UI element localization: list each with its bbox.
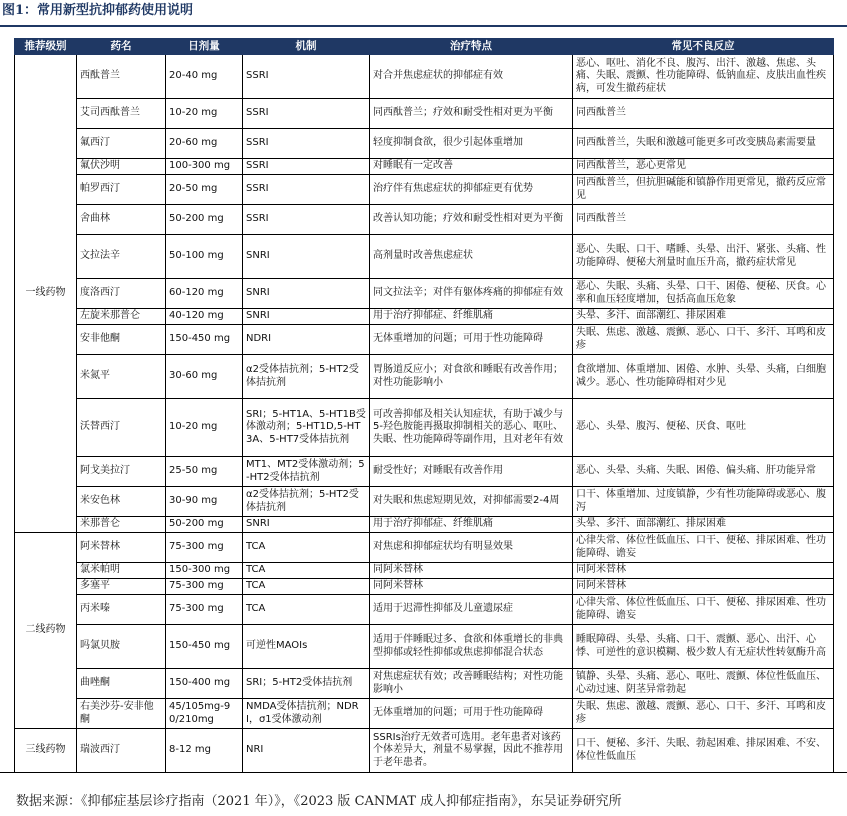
- treatment-feature: 用于治疗抑郁症、纤维肌痛: [370, 309, 573, 325]
- table-row: [15, 159, 834, 175]
- drug-name: 氯米帕明: [77, 563, 166, 579]
- treatment-feature: 适用于伴睡眠过多、食欲和体重增长的非典型抑郁或轻性抑郁或焦虑抑郁混合状态: [370, 625, 573, 669]
- drug-name: 阿戈美拉汀: [77, 457, 166, 487]
- adverse-reactions: 同西酞普兰，但抗胆碱能和镇静作用更常见，撤药反应常见: [573, 175, 834, 205]
- mechanism: SSRI: [243, 175, 370, 205]
- daily-dose: 45/105mg-90/210mg: [166, 699, 243, 729]
- header-adverse: 常见不良反应: [573, 39, 834, 55]
- table-row: [15, 99, 834, 129]
- antidepressant-table: [14, 38, 834, 773]
- drug-name: 米安色林: [77, 487, 166, 517]
- mechanism: TCA: [243, 533, 370, 563]
- table-row: [15, 279, 834, 309]
- table-row: [15, 625, 834, 669]
- drug-name: 氟伏沙明: [77, 159, 166, 175]
- drug-name: 氟西汀: [77, 129, 166, 159]
- mechanism: SSRI: [243, 159, 370, 175]
- adverse-reactions: 头晕、多汗、面部潮红、排尿困难: [573, 309, 834, 325]
- mechanism: SSRI: [243, 129, 370, 159]
- mechanism: SSRI: [243, 55, 370, 99]
- data-source-note: 数据来源：《抑郁症基层诊疗指南（2021 年）》，《2023 版 CANMAT 成人抑郁症指南》，东吴证券研究所: [16, 794, 622, 809]
- treatment-feature: 胃肠道反应小；对食欲和睡眠有改善作用；对性功能影响小: [370, 355, 573, 399]
- daily-dose: 150-400 mg: [166, 669, 243, 699]
- daily-dose: 75-300 mg: [166, 533, 243, 563]
- daily-dose: 20-40 mg: [166, 55, 243, 99]
- adverse-reactions: 食欲增加、体重增加、困倦、水肿、头晕、头痛，白细胞减少。恶心、性功能障碍相对少见: [573, 355, 834, 399]
- treatment-feature: 同阿米替林: [370, 579, 573, 595]
- tier-second-line: 二线药物: [15, 533, 77, 729]
- table-row: [15, 563, 834, 579]
- adverse-reactions: 睡眠障碍、头晕、头痛、口干、震颤、恶心、出汗、心悸、可逆性的意识模糊、极少数人有无症状性转氨酶升高: [573, 625, 834, 669]
- adverse-reactions: 失眠、焦虑、激越、震颤、恶心、口干、多汗、耳鸣和皮疹: [573, 699, 834, 729]
- adverse-reactions: 口干、便秘、多汗、失眠、勃起困难、排尿困难、不安、体位性低血压: [573, 729, 834, 773]
- drug-name: 曲唑酮: [77, 669, 166, 699]
- treatment-feature: 无体重增加的问题；可用于性功能障碍: [370, 325, 573, 355]
- adverse-reactions: 恶心、呕吐、消化不良、腹泻、出汗、激越、焦虑、头痛、失眠、震颤、性功能障碍、低钠血症、皮肤出血性疾病，可发生撤药症状: [573, 55, 834, 99]
- table-row: [15, 579, 834, 595]
- treatment-feature: SSRIs治疗无效者可选用。老年患者对该药个体差异大，剂量不易掌握，因此不推荐用于老年患者。: [370, 729, 573, 773]
- daily-dose: 150-450 mg: [166, 625, 243, 669]
- treatment-feature: 对焦虑和抑郁症状均有明显效果: [370, 533, 573, 563]
- daily-dose: 10-20 mg: [166, 399, 243, 457]
- treatment-feature: 同西酞普兰；疗效和耐受性相对更为平衡: [370, 99, 573, 129]
- adverse-reactions: 恶心、失眠、口干、嗜睡、头晕、出汗、紧张、头痛、性功能障碍、便秘大剂量时血压升高，撤药症状常见: [573, 235, 834, 279]
- table-row: [15, 325, 834, 355]
- adverse-reactions: 恶心、头晕、腹泻、便秘、厌食、呕吐: [573, 399, 834, 457]
- drug-name: 度洛西汀: [77, 279, 166, 309]
- header-drug: 药名: [77, 39, 166, 55]
- adverse-reactions: 恶心、头晕、头痛、失眠、困倦、偏头痛、肝功能异常: [573, 457, 834, 487]
- drug-name: 舍曲林: [77, 205, 166, 235]
- daily-dose: 50-100 mg: [166, 235, 243, 279]
- treatment-feature: 对焦虑症状有效；改善睡眠结构；对性功能影响小: [370, 669, 573, 699]
- daily-dose: 100-300 mg: [166, 159, 243, 175]
- drug-name: 多塞平: [77, 579, 166, 595]
- mechanism: SRI；5-HT2受体拮抗剂: [243, 669, 370, 699]
- adverse-reactions: 心律失常、体位性低血压、口干、便秘、排尿困难、性功能障碍、谵妄: [573, 533, 834, 563]
- drug-name: 沃替西汀: [77, 399, 166, 457]
- table-row: [15, 517, 834, 533]
- treatment-feature: 可改善抑郁及相关认知症状，有助于减少与5-羟色胺能再摄取抑制相关的恶心、呕吐、失眠、性功能障碍等副作用，且对老年有效: [370, 399, 573, 457]
- table-row: [15, 669, 834, 699]
- drug-name: 帕罗西汀: [77, 175, 166, 205]
- drug-name: 右美沙芬-安非他酮: [77, 699, 166, 729]
- table-row: [15, 399, 834, 457]
- mechanism: MT1、MT2受体激动剂；5-HT2受体拮抗剂: [243, 457, 370, 487]
- mechanism: α2受体拮抗剂；5-HT2受体拮抗剂: [243, 355, 370, 399]
- adverse-reactions: 同西酞普兰，失眠和激越可能更多可改变胰岛素需要量: [573, 129, 834, 159]
- treatment-feature: 用于治疗抑郁症、纤维肌痛: [370, 517, 573, 533]
- mechanism: NDRI: [243, 325, 370, 355]
- table-row: [15, 595, 834, 625]
- adverse-reactions: 口干、体重增加、过度镇静，少有性功能障碍或恶心、腹泻: [573, 487, 834, 517]
- adverse-reactions: 心律失常、体位性低血压、口干、便秘、排尿困难、性功能障碍、谵妄: [573, 595, 834, 625]
- adverse-reactions: 同西酞普兰: [573, 99, 834, 129]
- drug-name: 艾司西酞普兰: [77, 99, 166, 129]
- tier-first-line: 一线药物: [15, 55, 77, 533]
- treatment-feature: 对失眠和焦虑短期见效，对抑郁需要2-4周: [370, 487, 573, 517]
- daily-dose: 20-50 mg: [166, 175, 243, 205]
- table-row: [15, 55, 834, 99]
- table-row: [15, 205, 834, 235]
- drug-name: 文拉法辛: [77, 235, 166, 279]
- mechanism: NMDA受体拮抗剂；NDRI，σ1受体激动剂: [243, 699, 370, 729]
- title-rule: [0, 25, 847, 27]
- mechanism: α2受体拮抗剂；5-HT2受体拮抗剂: [243, 487, 370, 517]
- daily-dose: 40-120 mg: [166, 309, 243, 325]
- daily-dose: 8-12 mg: [166, 729, 243, 773]
- figure-title: 图1：常用新型抗抑郁药使用说明: [2, 3, 194, 18]
- drug-name: 安非他酮: [77, 325, 166, 355]
- daily-dose: 30-90 mg: [166, 487, 243, 517]
- treatment-feature: 适用于迟滞性抑郁及儿童遗尿症: [370, 595, 573, 625]
- daily-dose: 75-300 mg: [166, 579, 243, 595]
- mechanism: SNRI: [243, 235, 370, 279]
- treatment-feature: 治疗伴有焦虑症状的抑郁症更有优势: [370, 175, 573, 205]
- drug-name: 瑞波西汀: [77, 729, 166, 773]
- daily-dose: 60-120 mg: [166, 279, 243, 309]
- header-tier: 推荐级别: [15, 39, 77, 55]
- adverse-reactions: 头晕、多汗、面部潮红、排尿困难: [573, 517, 834, 533]
- mechanism: NRI: [243, 729, 370, 773]
- treatment-feature: 高剂量时改善焦虑症状: [370, 235, 573, 279]
- table-row: [15, 355, 834, 399]
- table-row: [15, 129, 834, 159]
- treatment-feature: 改善认知功能；疗效和耐受性相对更为平衡: [370, 205, 573, 235]
- treatment-feature: 对合并焦虑症状的抑郁症有效: [370, 55, 573, 99]
- header-mechanism: 机制: [243, 39, 370, 55]
- adverse-reactions: 同西酞普兰，恶心更常见: [573, 159, 834, 175]
- table-row: [15, 309, 834, 325]
- table-row: [15, 457, 834, 487]
- mechanism: 可逆性MAOIs: [243, 625, 370, 669]
- drug-name: 吗氯贝胺: [77, 625, 166, 669]
- treatment-feature: 无体重增加的问题；可用于性功能障碍: [370, 699, 573, 729]
- drug-name: 西酞普兰: [77, 55, 166, 99]
- drug-name: 米氮平: [77, 355, 166, 399]
- drug-name: 丙米嗪: [77, 595, 166, 625]
- tier-third-line: 三线药物: [15, 729, 77, 773]
- mechanism: SNRI: [243, 309, 370, 325]
- daily-dose: 50-200 mg: [166, 517, 243, 533]
- bottom-rule: [0, 772, 847, 773]
- mechanism: SRI；5-HT1A、5-HT1B受体激动剂；5-HT1D,5-HT3A、5-HT7受体拮抗剂: [243, 399, 370, 457]
- daily-dose: 50-200 mg: [166, 205, 243, 235]
- mechanism: SNRI: [243, 517, 370, 533]
- table-row: [15, 699, 834, 729]
- header-feature: 治疗特点: [370, 39, 573, 55]
- mechanism: SSRI: [243, 99, 370, 129]
- treatment-feature: 对睡眠有一定改善: [370, 159, 573, 175]
- drug-name: 米那普仑: [77, 517, 166, 533]
- table-row: [15, 533, 834, 563]
- drug-name: 左旋米那普仑: [77, 309, 166, 325]
- table-row: [15, 235, 834, 279]
- mechanism: SSRI: [243, 205, 370, 235]
- mechanism: TCA: [243, 595, 370, 625]
- header-dose: 日剂量: [166, 39, 243, 55]
- adverse-reactions: 同西酞普兰: [573, 205, 834, 235]
- daily-dose: 25-50 mg: [166, 457, 243, 487]
- adverse-reactions: 失眠、焦虑、激越、震颤、恶心、口干、多汗、耳鸣和皮疹: [573, 325, 834, 355]
- adverse-reactions: 镇静、头晕、头痛、恶心、呕吐、震颤、体位性低血压、心动过速、阴茎异常勃起: [573, 669, 834, 699]
- treatment-feature: 同阿米替林: [370, 563, 573, 579]
- table-header-row: [15, 39, 834, 55]
- table-row: [15, 175, 834, 205]
- daily-dose: 150-300 mg: [166, 563, 243, 579]
- table-row: [15, 729, 834, 773]
- daily-dose: 150-450 mg: [166, 325, 243, 355]
- mechanism: TCA: [243, 579, 370, 595]
- table-row: [15, 487, 834, 517]
- daily-dose: 75-300 mg: [166, 595, 243, 625]
- treatment-feature: 耐受性好；对睡眠有改善作用: [370, 457, 573, 487]
- mechanism: TCA: [243, 563, 370, 579]
- adverse-reactions: 同阿米替林: [573, 579, 834, 595]
- drug-name: 阿米替林: [77, 533, 166, 563]
- daily-dose: 10-20 mg: [166, 99, 243, 129]
- daily-dose: 20-60 mg: [166, 129, 243, 159]
- treatment-feature: 同文拉法辛；对伴有躯体疼痛的抑郁症有效: [370, 279, 573, 309]
- daily-dose: 30-60 mg: [166, 355, 243, 399]
- adverse-reactions: 同阿米替林: [573, 563, 834, 579]
- treatment-feature: 轻度抑制食欲，很少引起体重增加: [370, 129, 573, 159]
- mechanism: SNRI: [243, 279, 370, 309]
- adverse-reactions: 恶心、失眠、头痛、头晕、口干、困倦、便秘、厌食。心率和血压轻度增加，包括高血压危象: [573, 279, 834, 309]
